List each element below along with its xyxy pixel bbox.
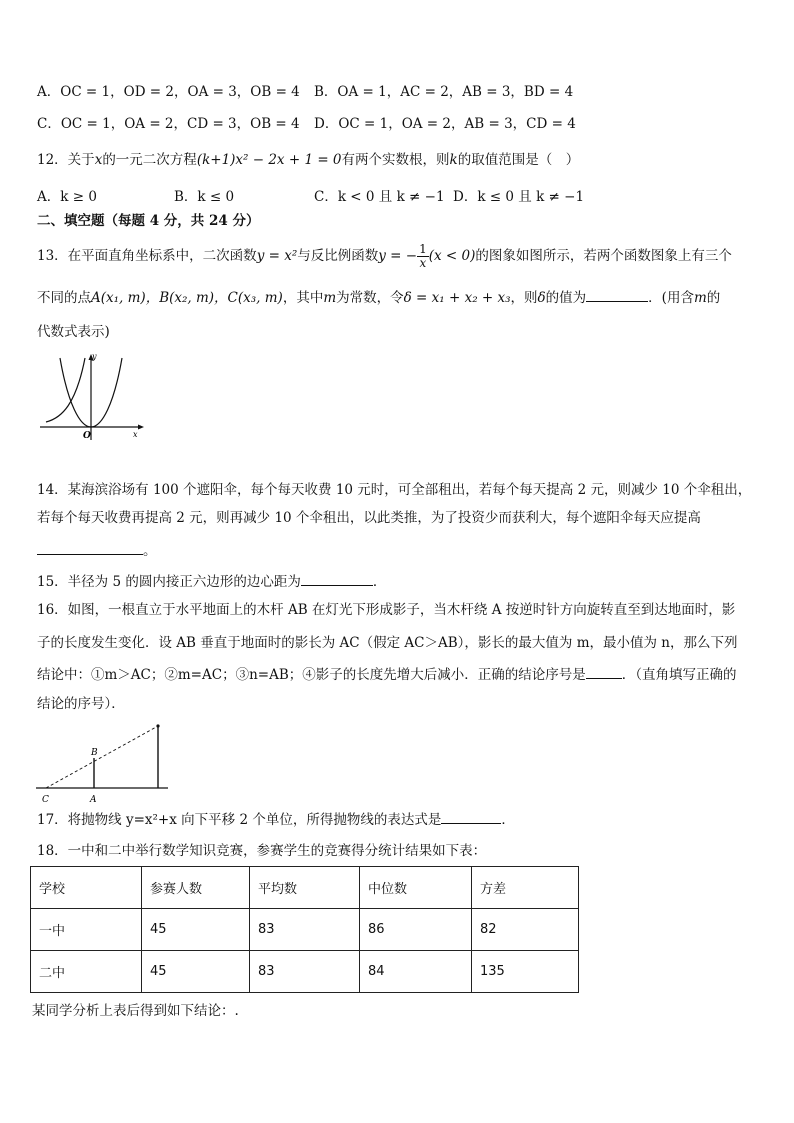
cell-participants: 45 — [142, 951, 250, 993]
q11-option-b: B．OA = 1，AC = 2，AB = 3，BD = 4 — [314, 84, 574, 100]
q16-line3: 结论中：①m＞AC；②m=AC；③n=AB；④影子的长度先增大后减小．正确的结论序号是 ．（直角填写正确的 — [37, 664, 737, 685]
q14-line3: 。 — [37, 540, 157, 561]
graph-origin-label: O — [83, 431, 91, 441]
cell-school: 二中 — [31, 951, 142, 993]
answer-blank-16[interactable] — [586, 664, 622, 679]
q13-function-graph — [38, 352, 148, 442]
q11-option-c: C．OC = 1，OA = 2，CD = 3，OB = 4 — [37, 116, 300, 132]
header-median: 中位数 — [360, 867, 472, 909]
cell-median: 86 — [360, 909, 472, 951]
table-header-row — [31, 867, 579, 909]
cell-participants: 45 — [142, 909, 250, 951]
header-variance: 方差 — [472, 867, 579, 909]
q18-stem: 18．一中和二中举行数学知识竞赛，参赛学生的竞赛得分统计结果如下表： — [37, 843, 487, 859]
q16-shadow-figure — [36, 720, 168, 806]
q11-option-a: A．OC = 1，OD = 2，OA = 3，OB = 4 — [37, 84, 300, 100]
header-mean: 平均数 — [250, 867, 360, 909]
graph-y-label: y — [92, 352, 97, 361]
q14-line1: 14．某海滨浴场有 100 个遮阳伞，每个每天收费 10 元时，可全部租出，若每个每天提高 2 元，则减少 10 个伞租出， — [37, 482, 752, 498]
q14-line2: 若每个每天收费再提高 2 元，则再减少 10 个伞租出，以此类推，为了投资少而获利大，每个遮阳伞每天应提高 — [37, 510, 701, 526]
q12-stem: 12．关于x的一元二次方程(k+1)x² − 2x + 1 = 0有两个实数根，则k的取值范围是（ ） — [37, 152, 580, 168]
q18-after-text: 某同学分析上表后得到如下结论：. — [32, 1003, 239, 1019]
q13-line2: 不同的点A(x₁, m)，B(x₂, m)，C(x₃, m)，其中m为常数，令δ = x₁ + x₂ + x₃，则δ的值为 ．(用含m的 — [37, 287, 720, 308]
header-participants: 参赛人数 — [142, 867, 250, 909]
q18-stats-table — [30, 866, 579, 993]
answer-blank-17[interactable] — [441, 809, 501, 824]
cell-variance: 82 — [472, 909, 579, 951]
cell-median: 84 — [360, 951, 472, 993]
q17-stem: 17．将抛物线 y=x²+x 向下平移 2 个单位，所得抛物线的表达式是 ． — [37, 809, 515, 830]
q12-option-b: B．k ≤ 0 — [174, 189, 235, 205]
q16-line2: 子的长度发生变化．设 AB 垂直于地面时的影长为 AC（假定 AC＞AB），影长的最大值为 m，最小值为 n，那么下列 — [37, 635, 738, 651]
q16-line4: 结论的序号）． — [37, 696, 125, 712]
cell-variance: 135 — [472, 951, 579, 993]
answer-blank-15[interactable] — [301, 571, 373, 586]
header-school: 学校 — [31, 867, 142, 909]
q13-line1: 13．在平面直角坐标系中，二次函数y = x²与反比例函数y = − $\frac{1}{x}$ (x < 0)的图象如图所示，若两个函数图象上有三个 — [37, 242, 732, 270]
cell-mean: 83 — [250, 909, 360, 951]
q12-option-c: C．k < 0 且 k ≠ −1 — [314, 189, 445, 205]
q13-line3: 代数式表示) — [37, 324, 110, 340]
section-heading-fill-in: 二、填空题（每题 4 分，共 24 分） — [37, 213, 260, 229]
answer-blank-13[interactable] — [586, 287, 648, 302]
table-row — [31, 909, 579, 951]
q11-option-d: D．OC = 1，OA = 2，AB = 3，CD = 4 — [314, 116, 576, 132]
point-b-label: B — [91, 748, 98, 758]
table-row — [31, 951, 579, 993]
q15-stem: 15．半径为 5 的圆内接正六边形的边心距为 ． — [37, 571, 386, 592]
graph-x-label: x — [133, 430, 138, 439]
point-a-label: A — [90, 795, 97, 805]
point-c-label: C — [42, 795, 49, 805]
cell-school: 一中 — [31, 909, 142, 951]
cell-mean: 83 — [250, 951, 360, 993]
answer-blank-14[interactable] — [37, 540, 143, 555]
fraction-1-over-x: $\frac{1}{x}$ — [419, 242, 427, 270]
q16-line1: 16．如图，一根直立于水平地面上的木杆 AB 在灯光下形成影子，当木杆绕 A 按逆时针方向旋转直至到达地面时，影 — [37, 602, 736, 618]
q12-option-d: D．k ≤ 0 且 k ≠ −1 — [453, 189, 585, 205]
q12-option-a: A．k ≥ 0 — [37, 189, 97, 205]
